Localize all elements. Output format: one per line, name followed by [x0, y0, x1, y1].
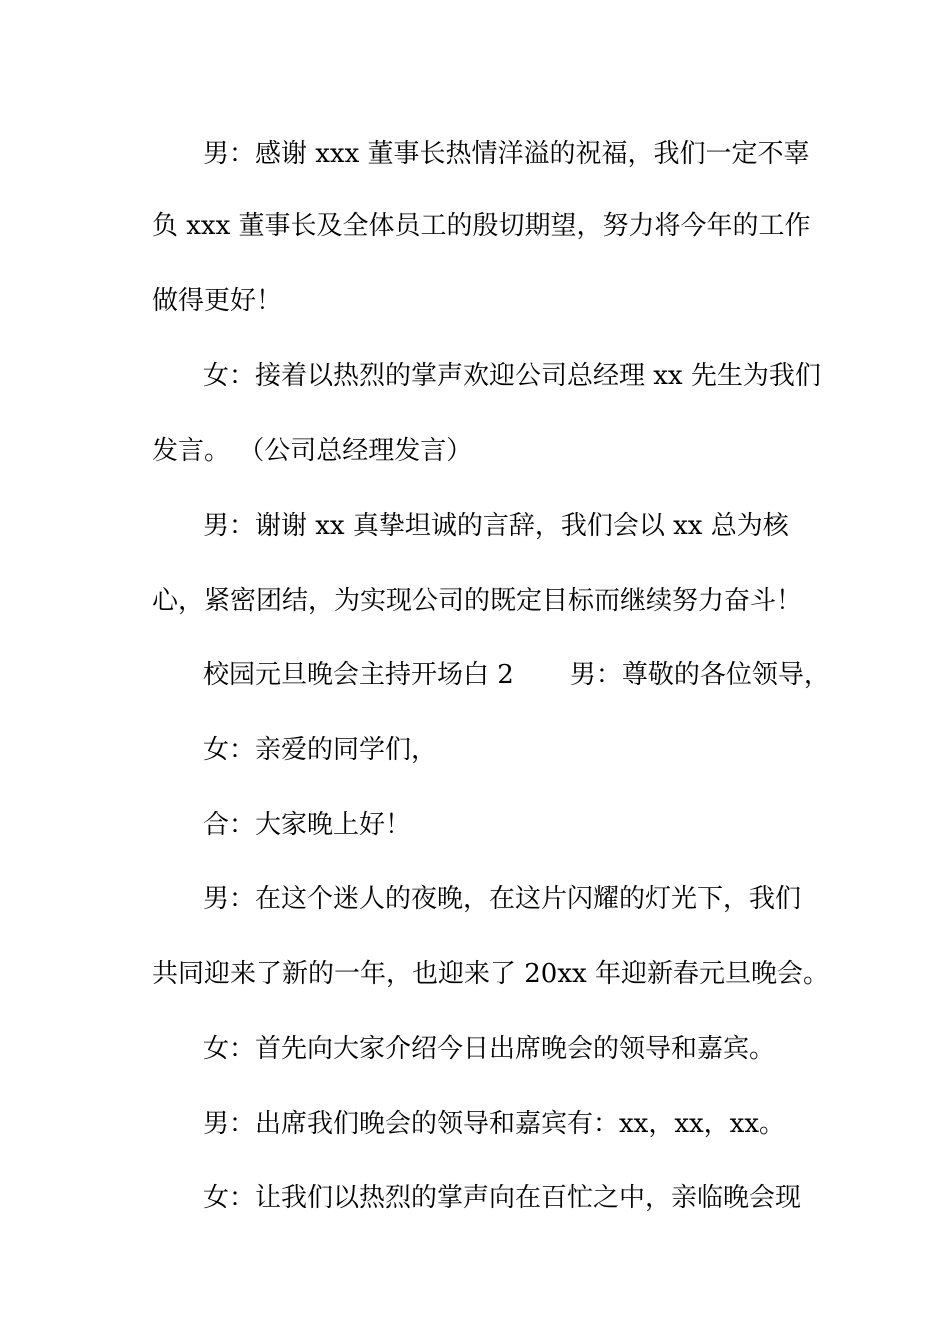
- text-line: 合：大家晚上好！: [203, 810, 412, 840]
- text-line: [203, 655, 830, 695]
- text-line: 做得更好！: [152, 286, 283, 316]
- text-line: 男：在这个迷人的夜晚，在这片闪耀的灯光下，我们: [203, 884, 802, 914]
- text-line: 女：亲爱的同学们，: [203, 735, 438, 765]
- section-title: 校园元旦晚会主持开场白 2: [203, 660, 514, 690]
- text-line: 女：首先向大家介绍今日出席晚会的领导和嘉宾。: [203, 1034, 776, 1064]
- text-line: 女：让我们以热烈的掌声向在百忙之中，亲临晚会现: [203, 1183, 802, 1213]
- text-line: 发言。 （公司总经理发言）: [152, 436, 473, 466]
- text-line: 男：谢谢 xx 真挚坦诚的言辞，我们会以 xx 总为核: [203, 511, 789, 541]
- text-line: 负 xxx 董事长及全体员工的殷切期望，努力将今年的工作: [152, 211, 811, 241]
- text-line: 女：接着以热烈的掌声欢迎公司总经理 xx 先生为我们: [203, 361, 821, 391]
- text-line: 男：感谢 xxx 董事长热情洋溢的祝福，我们一定不辜: [203, 139, 810, 169]
- text-line: 男：出席我们晚会的领导和嘉宾有：xx，xx，xx。: [203, 1109, 785, 1139]
- text-line: 心，紧密团结，为实现公司的既定目标而继续努力奋斗！: [152, 586, 803, 616]
- text-segment: 男：尊敬的各位领导，: [569, 660, 830, 690]
- text-line: 共同迎来了新的一年，也迎来了 20xx 年迎新春元旦晚会。: [152, 959, 829, 989]
